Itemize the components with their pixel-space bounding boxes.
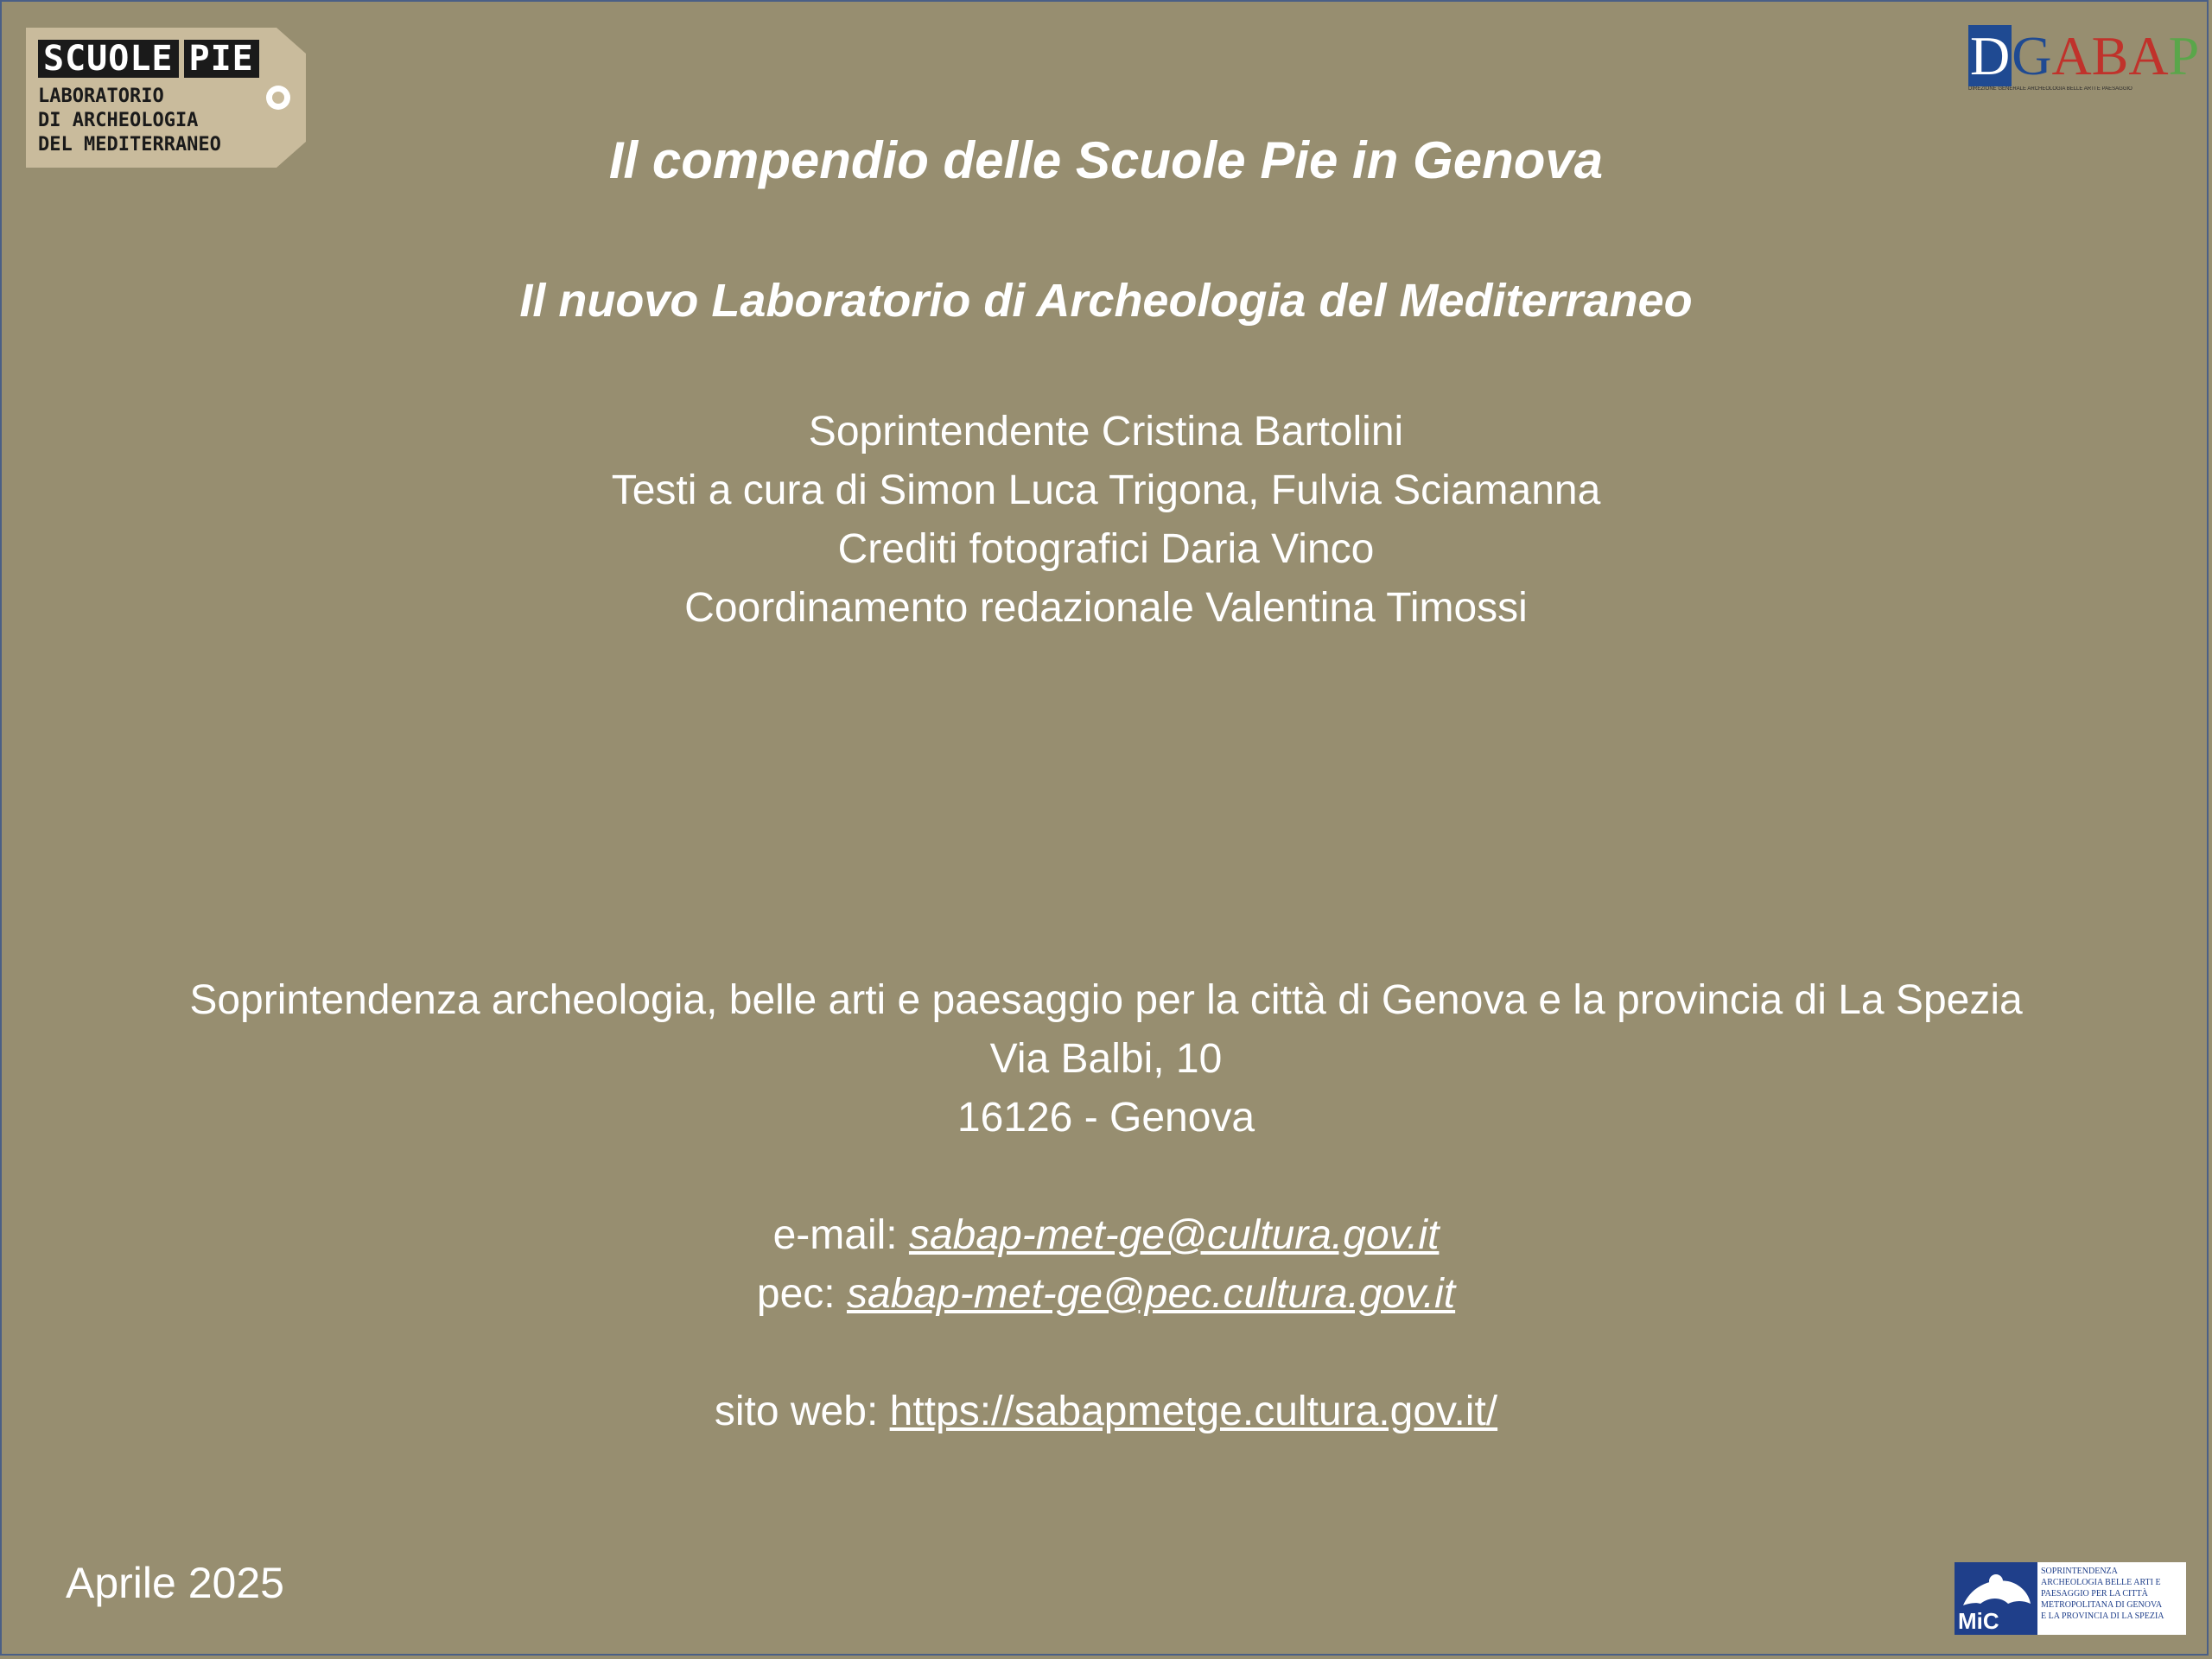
mic-line: E LA PROVINCIA DI LA SPEZIA (2041, 1611, 2164, 1621)
dgabap-logo (1967, 25, 2200, 95)
credit-line: Crediti fotografici Daria Vinco (837, 526, 1375, 572)
mic-line: SOPRINTENDENZA (2041, 1567, 2118, 1576)
tag-line: DI ARCHEOLOGIA (38, 110, 199, 131)
abap-letter-p: P (2168, 25, 2200, 86)
abap-letter-a2: A (2128, 25, 2169, 86)
email-link[interactable]: sabap-met-ge@cultura.gov.it (908, 1212, 1440, 1258)
contacts-block (0, 1206, 2212, 1441)
address-block (0, 971, 2212, 1147)
mic-line: METROPOLITANA DI GENOVA (2041, 1600, 2163, 1610)
mic-soprintendenza-logo (1955, 1562, 2186, 1635)
dgabap-caption: DIREZIONE GENERALE ARCHEOLOGIA BELLE ARTI E PAESAGGIO (1968, 86, 2133, 92)
mic-label: MiC (1958, 1608, 1999, 1634)
page-title: Il compendio delle Scuole Pie in Genova (608, 131, 1604, 189)
street-address: Via Balbi, 10 (989, 1036, 1223, 1082)
website-line (0, 1382, 2212, 1441)
credit-line: Coordinamento redazionale Valentina Timossi (684, 585, 1528, 631)
mic-emblem-icon (1955, 1562, 2037, 1635)
tag-line: DEL MEDITERRANEO (38, 134, 221, 156)
mic-line: ARCHEOLOGIA BELLE ARTI E (2041, 1578, 2161, 1587)
spacer (0, 1324, 2212, 1382)
pec-link[interactable]: sabap-met-ge@pec.cultura.gov.it (846, 1271, 1456, 1317)
website-label: sito web: (714, 1389, 890, 1434)
scuole-pie-wordmark (38, 40, 259, 78)
postal-city: 16126 - Genova (957, 1095, 1255, 1141)
pec-line (0, 1265, 2212, 1324)
page-subtitle: Il nuovo Laboratorio di Archeologia del Mediterraneo (519, 275, 1693, 327)
dg-letter-d: D (1970, 25, 2011, 86)
scuole-word: SCUOLE (38, 40, 179, 78)
credit-line: Testi a cura di Simon Luca Trigona, Fulvia Sciamanna (611, 467, 1601, 513)
email-line (0, 1206, 2212, 1265)
dgabap-wordmark (1968, 26, 2199, 86)
abap-letter-a: A (2051, 25, 2092, 86)
institution-name: Soprintendenza archeologia, belle arti e paesaggio per la città di Genova e la provincia di La Spezia (189, 977, 2023, 1023)
pie-word: PIE (184, 40, 259, 78)
pec-label: pec: (756, 1271, 847, 1317)
mic-line: PAESAGGIO PER LA CITTÀ (2041, 1589, 2148, 1599)
mic-text (2041, 1566, 2183, 1622)
email-label: e-mail: (772, 1212, 909, 1258)
credits-block (0, 403, 2212, 638)
abap-letter-b: B (2091, 25, 2129, 86)
credit-line: Soprintendente Cristina Bartolini (808, 409, 1404, 454)
dg-letter-g: G (2012, 25, 2052, 86)
tag-line: LABORATORIO (38, 86, 164, 107)
publication-date: Aprile 2025 (66, 1559, 284, 1607)
website-link[interactable]: https://sabapmetge.cultura.gov.it/ (889, 1389, 1498, 1434)
